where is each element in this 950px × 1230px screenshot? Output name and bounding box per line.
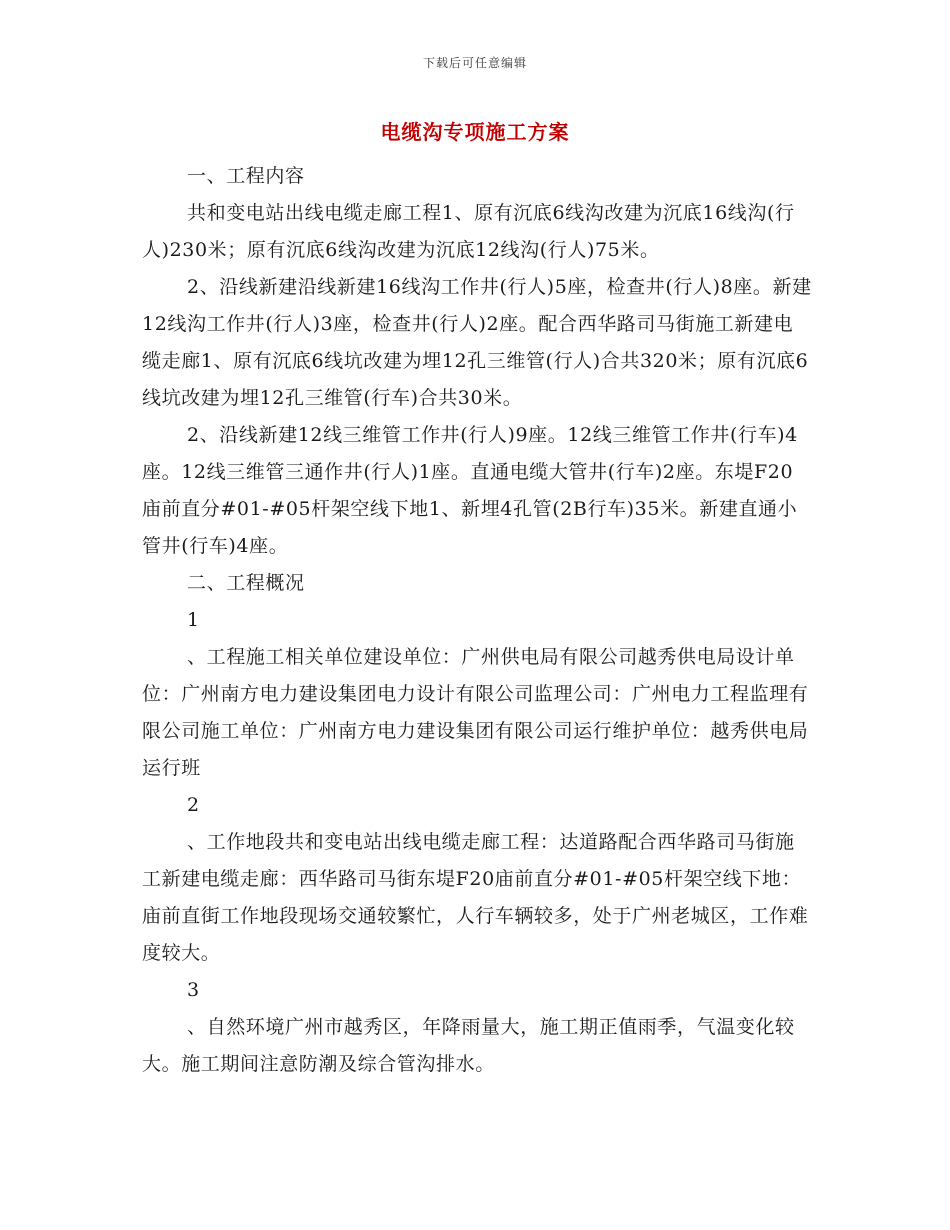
paragraph-2: 2、沿线新建沿线新建16线沟工作井(行人)5座，检查井(行人)8座。新建12线沟工作井(行人)3座，检查井(行人)2座。配合西华路司马街施工新建电缆走廊1、原有沉底6线坑改建为埋12孔三维管(行人)合共320米；原有沉底6线坑改建为埋12孔三维管(行车)合共30米。: [142, 276, 812, 409]
header-note: 下载后可任意编辑: [422, 56, 527, 70]
section-heading-content: 一、工程内容: [187, 165, 305, 187]
item-number-1: 1: [187, 609, 200, 631]
item-number-3: 3: [187, 979, 200, 1001]
document-title: 电缆沟专项施工方案: [380, 120, 570, 144]
item-number-2: 2: [187, 794, 200, 816]
paragraph-environment: 、自然环境广州市越秀区，年降雨量大，施工期正值雨季，气温变化较大。施工期间注意防潮及综合管沟排水。: [142, 1016, 795, 1075]
paragraph-3: 2、沿线新建12线三维管工作井(行人)9座。12线三维管工作井(行车)4座。12线三维管三通作井(行人)1座。直通电缆大管井(行车)2座。东堤F20庙前直分#01-#05杆架空线下地1、新埋4孔管(2B行车)35米。新建直通小管井(行车)4座。: [142, 424, 798, 557]
document-body: [142, 158, 812, 1083]
section-heading-overview: 二、工程概况: [187, 572, 305, 594]
paragraph-1: 共和变电站出线电缆走廊工程1、原有沉底6线沟改建为沉底16线沟(行人)230米；原有沉底6线沟改建为沉底12线沟(行人)75米。: [142, 202, 795, 261]
paragraph-site: 、工作地段共和变电站出线电缆走廊工程：达道路配合西华路司马街施工新建电缆走廊：西华路司马街东堤F20庙前直分#01-#05杆架空线下地：庙前直街工作地段现场交通较繁忙，人行车辆较多，处于广州老城区，工作难度较大。: [142, 831, 809, 964]
paragraph-units: 、工程施工相关单位建设单位：广州供电局有限公司越秀供电局设计单位：广州南方电力建设集团电力设计有限公司监理公司：广州电力工程监理有限公司施工单位：广州南方电力建设集团有限公司运行维护单位：越秀供电局运行班: [142, 646, 809, 779]
